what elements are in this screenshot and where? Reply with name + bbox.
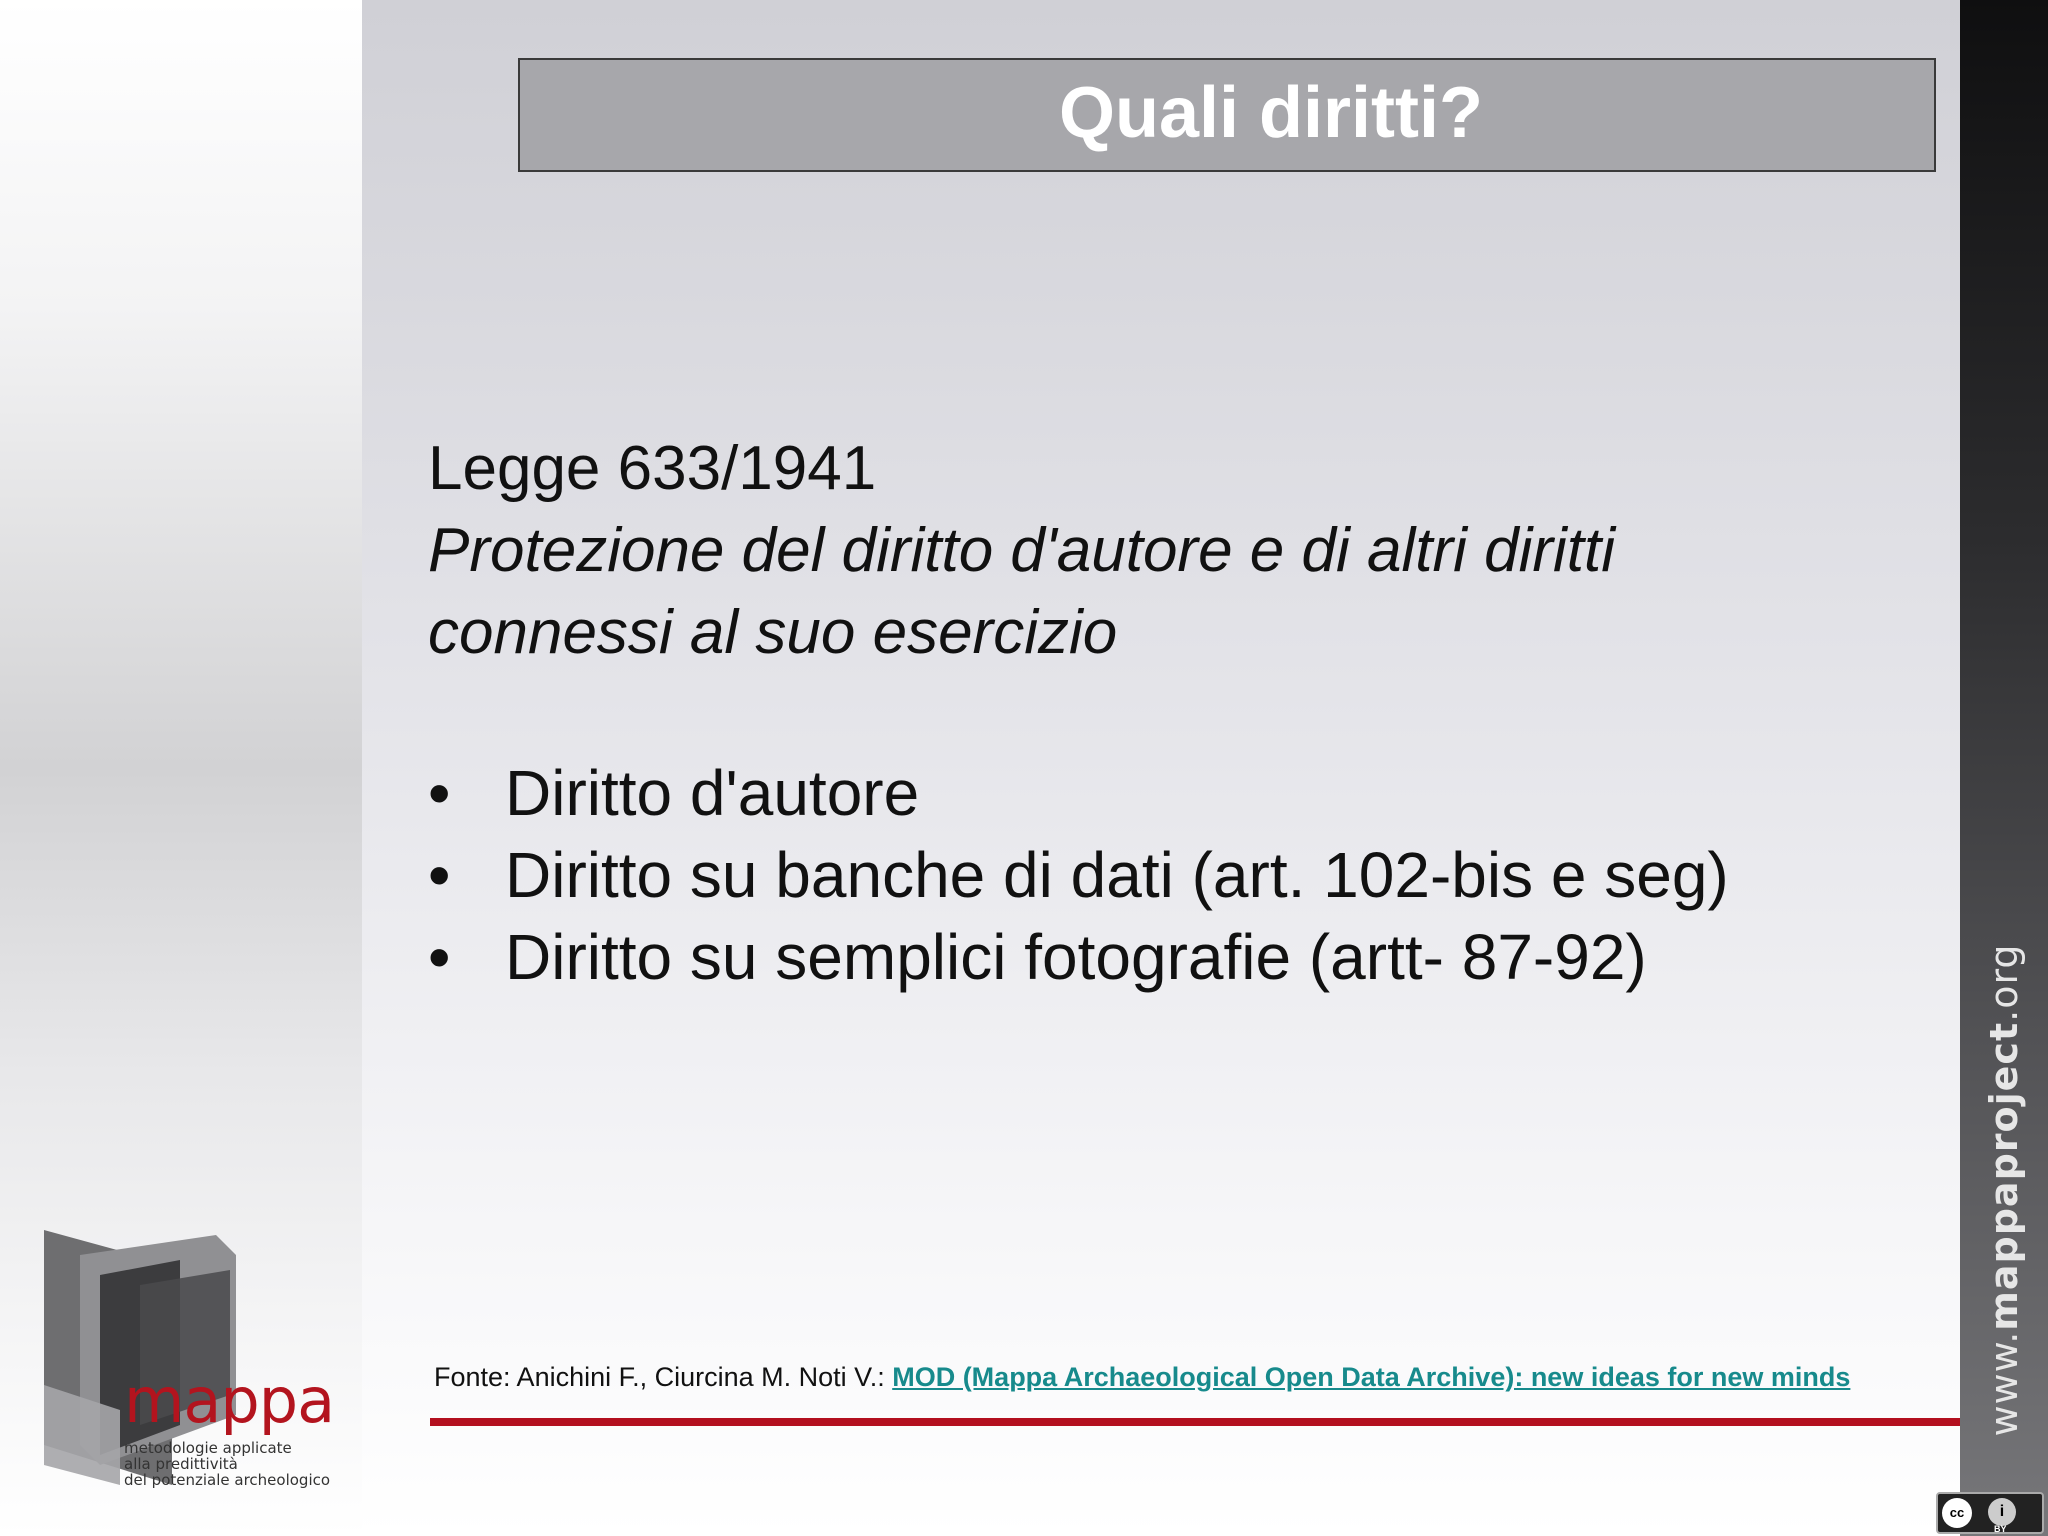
list-item-text: Diritto d'autore <box>505 757 920 829</box>
law-description: Protezione del diritto d'autore e di altri diritti connessi al suo esercizio <box>428 516 1615 667</box>
url-bold: mappaproject <box>1982 1021 2026 1331</box>
logo-tagline <box>124 1440 330 1488</box>
rights-list <box>428 752 1729 998</box>
list-item <box>428 752 1729 834</box>
logo-tagline-line: del potenziale archeologico <box>124 1471 331 1489</box>
source-prefix: Fonte: Anichini F., Ciurcina M. Noti V.: <box>434 1362 893 1392</box>
list-item <box>428 916 1729 998</box>
list-item-text: Diritto su banche di dati (art. 102-bis e seg) <box>505 839 1729 911</box>
cc-license-badge[interactable] <box>1936 1492 2044 1534</box>
cc-icon: cc <box>1942 1498 1972 1528</box>
footer-divider <box>430 1418 1960 1426</box>
logo-tagline-line: alla predittività <box>124 1455 238 1473</box>
license-by-label: BY <box>1994 1524 2007 1534</box>
source-link[interactable]: MOD (Mappa Archaeological Open Data Archive): new ideas for new minds <box>892 1362 1851 1392</box>
list-item-text: Diritto su semplici fotografie (artt- 87-92) <box>505 921 1647 993</box>
source-citation <box>434 1362 1850 1393</box>
bullet-icon: • <box>428 839 451 911</box>
logo-wordmark: mappa <box>124 1364 335 1437</box>
url-suffix: .org <box>1982 943 2026 1022</box>
bullet-icon: • <box>428 757 451 829</box>
logo-tagline-line: metodologie applicate <box>124 1439 292 1457</box>
slide-title: Quali diritti? <box>1059 73 1483 153</box>
bullet-icon: • <box>428 921 451 993</box>
vertical-website-url[interactable] <box>1982 943 2026 1436</box>
list-item <box>428 834 1729 916</box>
law-reference: Legge 633/1941 <box>428 434 877 503</box>
attribution-icon: i <box>1988 1498 2016 1526</box>
url-prefix: www. <box>1982 1330 2026 1437</box>
